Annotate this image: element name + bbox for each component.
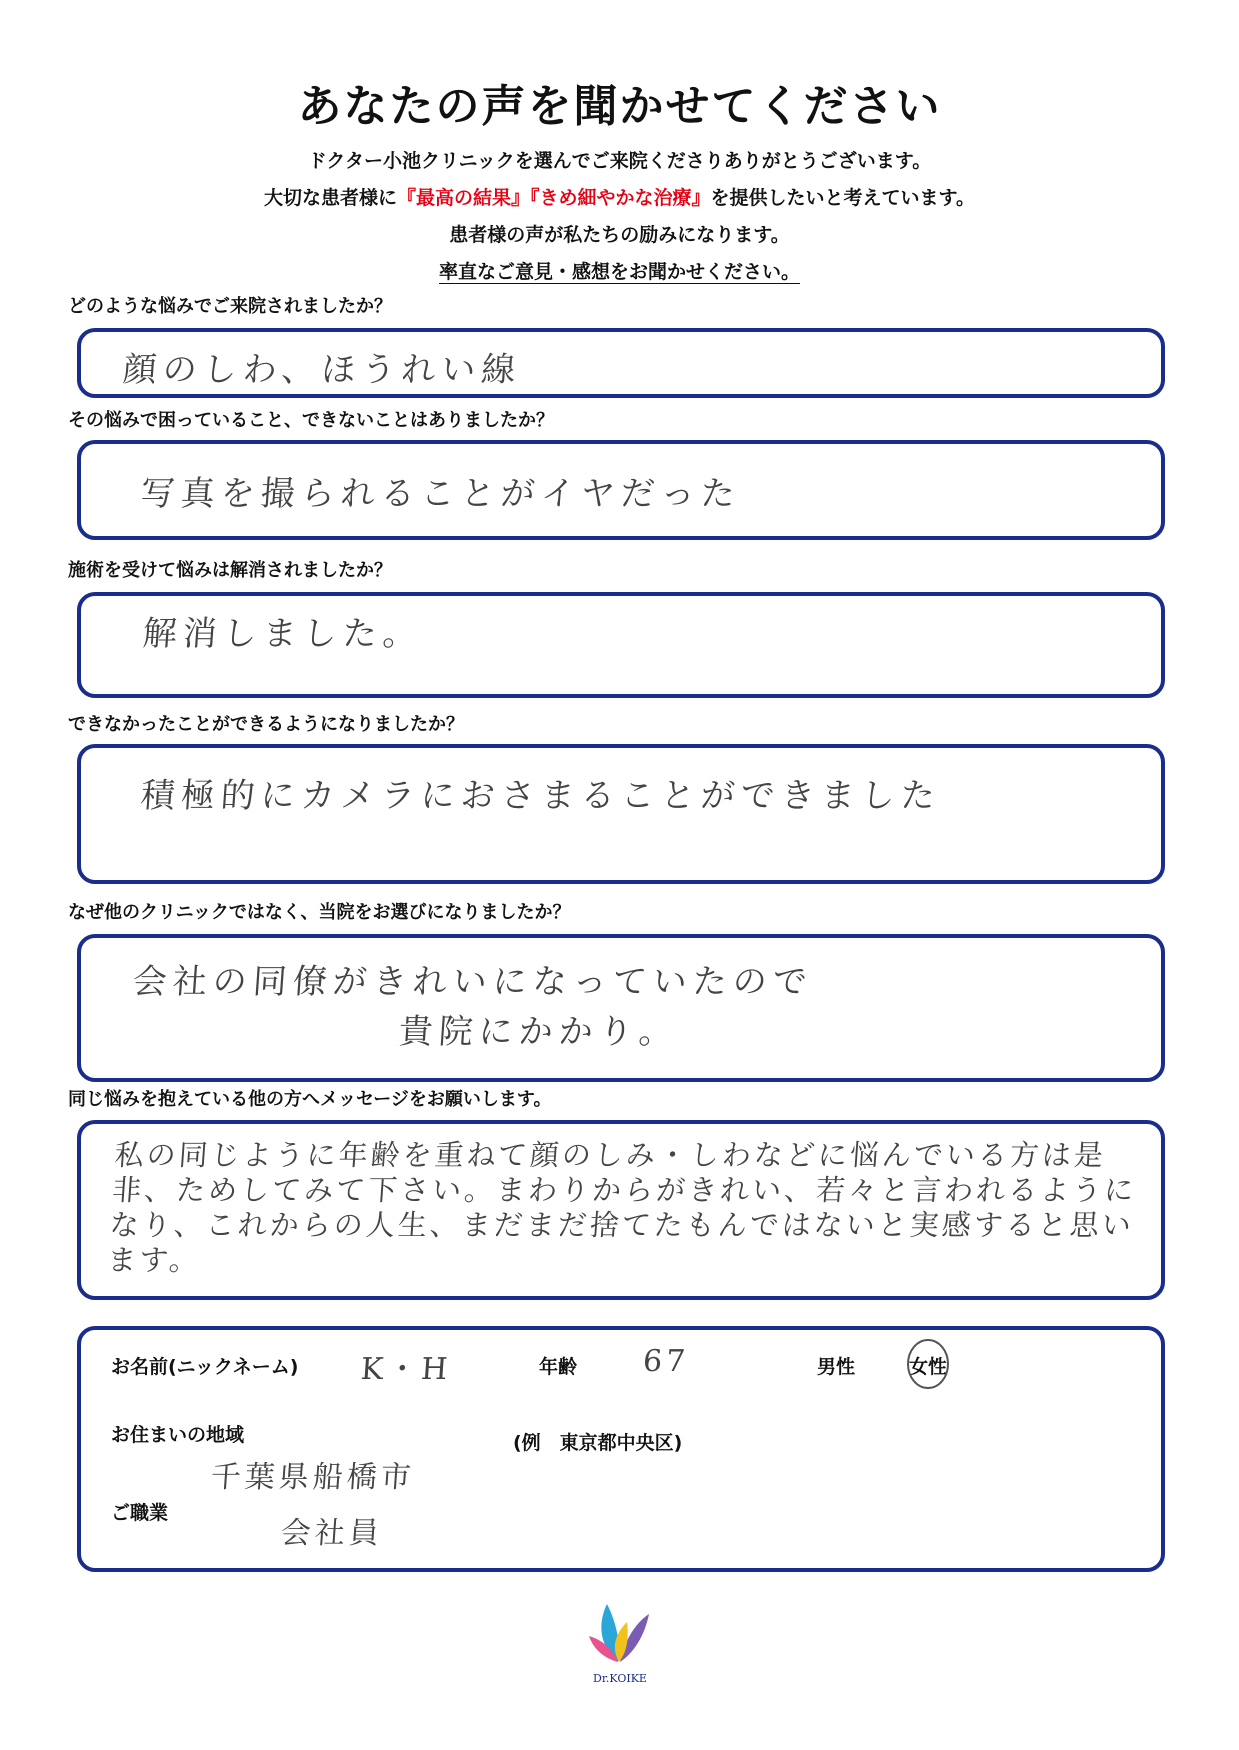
job-field[interactable]: 会社員: [279, 1516, 384, 1551]
answer-box-4[interactable]: [77, 744, 1165, 884]
selected-circle-icon: [903, 1336, 953, 1392]
female-option[interactable]: 女性: [909, 1356, 948, 1378]
name-field[interactable]: K・H: [359, 1352, 453, 1387]
job-label: ご職業: [111, 1502, 169, 1524]
answer-box-6[interactable]: [77, 1120, 1165, 1300]
intro-line-4-text: 率直なご意見・感想をお聞かせください。: [438, 261, 800, 283]
name-label: お名前(ニックネーム): [111, 1356, 299, 1378]
answer-3-text: 解消しました。: [141, 614, 425, 654]
page-title: あなたの声を聞かせてください: [297, 81, 942, 132]
intro-line-4: [0, 257, 1239, 284]
answer-box-1[interactable]: [77, 328, 1165, 398]
question-3-label: 施術を受けて悩みは解消されましたか？: [68, 560, 392, 581]
question-5-label: なぜ他のクリニックではなく、当院をお選びになりましたか？: [68, 902, 571, 923]
area-field[interactable]: 千葉県船橋市: [209, 1460, 416, 1495]
intro-line-1: ドクター小池クリニックを選んでご来院くださりありがとうございます。: [307, 150, 932, 172]
male-option[interactable]: 男性: [817, 1356, 856, 1378]
answer-1-text: 顔のしわ、ほうれい線: [121, 350, 523, 390]
answer-4-text: 積極的にカメラにおさまることができました: [139, 776, 943, 816]
profile-box: [77, 1326, 1165, 1572]
answer-2-text: 写真を撮られることがイヤだった: [139, 474, 743, 514]
question-1-label: どのような悩みでご来院されましたか？: [68, 296, 392, 317]
answer-box-5[interactable]: [77, 934, 1165, 1082]
area-example: (例 東京都中央区): [513, 1432, 683, 1454]
answer-5-text-line-2: 貴院にかかり。: [397, 1012, 681, 1052]
intro-line-2-pre: 大切な患者様に: [263, 187, 397, 209]
highlight-careful-treatment: 『きめ細やかな治療』: [530, 187, 711, 209]
logo-text: Dr.KOIKE: [593, 1672, 647, 1685]
highlight-best-result: 『最高の結果』: [397, 187, 531, 209]
question-2-label: その悩みで困っていること、できないことはありましたか？: [68, 410, 554, 431]
intro-line-2: [0, 183, 1239, 210]
age-label: 年齢: [539, 1356, 578, 1378]
answer-5-text-line-1: 会社の同僚がきれいになっていたので: [131, 962, 815, 1002]
area-label: お住まいの地域: [111, 1424, 245, 1446]
question-4-label: できなかったことができるようになりましたか？: [68, 714, 464, 735]
age-field[interactable]: 67: [641, 1344, 691, 1379]
answer-box-3[interactable]: [77, 592, 1165, 698]
question-6-label: 同じ悩みを抱えている他の方へメッセージをお願いします。: [68, 1089, 552, 1110]
answer-6-text: 私の同じように年齢を重ねて顔のしみ・しわなどに悩んでいる方は是非、ためしてみて下さい。まわりからがきれい、若々と言われるようになり、これからの人生、まだまだ捨てたもんではないと実感すると思います。: [106, 1138, 1138, 1277]
intro-line-3: 患者様の声が私たちの励みになります。: [449, 224, 790, 246]
intro-line-2-post: を提供したいと考えています。: [710, 187, 976, 209]
clinic-logo: [560, 1600, 680, 1685]
answer-box-2[interactable]: [77, 440, 1165, 540]
feather-logo-icon: [585, 1600, 655, 1666]
